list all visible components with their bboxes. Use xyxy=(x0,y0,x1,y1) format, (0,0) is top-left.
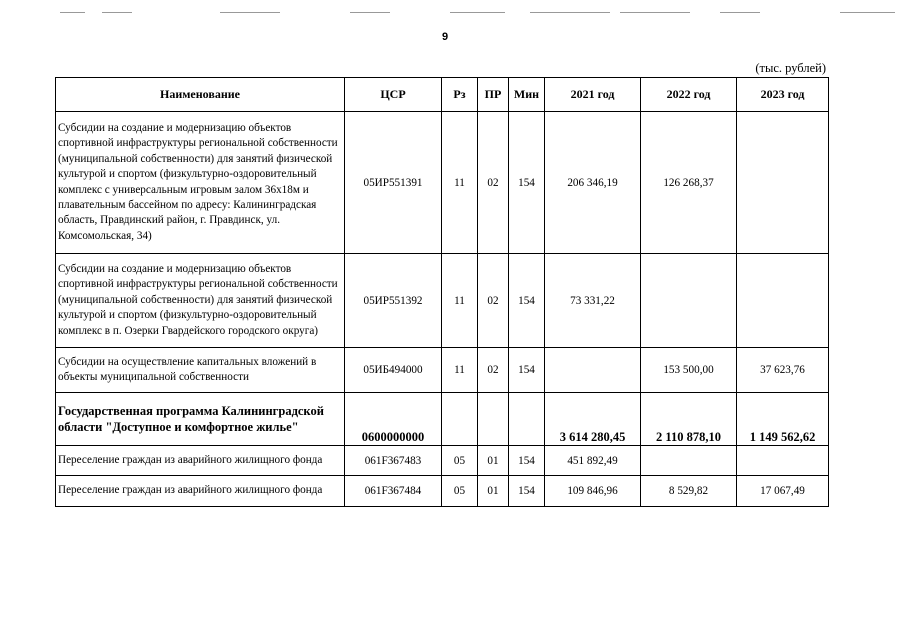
row-min: 154 xyxy=(509,446,545,476)
row-csr: 05ИР551391 xyxy=(345,112,442,254)
row-2022: 126 268,37 xyxy=(641,112,737,254)
table-row xyxy=(56,348,829,393)
row-min: 154 xyxy=(509,476,545,507)
row-pr: 01 xyxy=(478,476,509,507)
row-name: Субсидии на создание и модернизацию объектов спортивной инфраструктуры региональной собственности (муниципальной собственности) для занятий физической культурой и спортом (физкультурно-оздоровительный комплекс в п. Озерки Гвардейского городского округа) xyxy=(56,254,345,348)
col-header-name: Наименование xyxy=(56,78,345,112)
row-2023 xyxy=(737,112,829,254)
row-pr xyxy=(478,393,509,446)
row-csr: 061F367483 xyxy=(345,446,442,476)
program-2021: 3 614 280,45 xyxy=(545,393,641,446)
row-2023 xyxy=(737,446,829,476)
row-2022: 8 529,82 xyxy=(641,476,737,507)
row-name: Субсидии на создание и модернизацию объектов спортивной инфраструктуры региональной собственности (муниципальной собственности) для занятий физической культурой и спортом (физкультурно-оздоровительный комплекс с универсальным игровым залом 36х18м и плавательным бассейном по адресу: Калининградская область, Правдинский район, г. Правдинск, ул. Комсомольская, 34) xyxy=(56,112,345,254)
row-rz xyxy=(442,393,478,446)
row-2022 xyxy=(641,254,737,348)
row-2021: 451 892,49 xyxy=(545,446,641,476)
row-name: Переселение граждан из аварийного жилищного фонда xyxy=(56,446,345,476)
row-pr: 01 xyxy=(478,446,509,476)
row-2023 xyxy=(737,254,829,348)
row-2022 xyxy=(641,446,737,476)
row-min: 154 xyxy=(509,254,545,348)
row-2021: 73 331,22 xyxy=(545,254,641,348)
row-min xyxy=(509,393,545,446)
program-row xyxy=(56,393,829,446)
row-pr: 02 xyxy=(478,112,509,254)
table-row xyxy=(56,446,829,476)
row-2022: 153 500,00 xyxy=(641,348,737,393)
program-csr: 0600000000 xyxy=(345,393,442,446)
row-pr: 02 xyxy=(478,254,509,348)
row-rz: 05 xyxy=(442,476,478,507)
row-name: Переселение граждан из аварийного жилищного фонда xyxy=(56,476,345,507)
scan-artifact-line xyxy=(60,12,895,15)
program-2023: 1 149 562,62 xyxy=(737,393,829,446)
row-csr: 05ИБ494000 xyxy=(345,348,442,393)
table-row xyxy=(56,112,829,254)
row-rz: 05 xyxy=(442,446,478,476)
budget-table xyxy=(55,77,829,507)
row-rz: 11 xyxy=(442,254,478,348)
col-header-2022: 2022 год xyxy=(641,78,737,112)
page-number: 9 xyxy=(441,31,449,43)
col-header-rz: Рз xyxy=(442,78,478,112)
row-pr: 02 xyxy=(478,348,509,393)
row-csr: 05ИР551392 xyxy=(345,254,442,348)
col-header-min: Мин xyxy=(509,78,545,112)
row-csr: 061F367484 xyxy=(345,476,442,507)
row-2023: 17 067,49 xyxy=(737,476,829,507)
header-row xyxy=(56,78,829,112)
row-name: Субсидии на осуществление капитальных вложений в объекты муниципальной собственности xyxy=(56,348,345,393)
col-header-pr: ПР xyxy=(478,78,509,112)
col-header-2021: 2021 год xyxy=(545,78,641,112)
row-2021 xyxy=(545,348,641,393)
row-2021: 109 846,96 xyxy=(545,476,641,507)
col-header-2023: 2023 год xyxy=(737,78,829,112)
col-header-csr: ЦСР xyxy=(345,78,442,112)
row-min: 154 xyxy=(509,348,545,393)
row-rz: 11 xyxy=(442,348,478,393)
table-row xyxy=(56,254,829,348)
row-min: 154 xyxy=(509,112,545,254)
table-row xyxy=(56,476,829,507)
program-2022: 2 110 878,10 xyxy=(641,393,737,446)
row-rz: 11 xyxy=(442,112,478,254)
row-2021: 206 346,19 xyxy=(545,112,641,254)
units-label: (тыс. рублей) xyxy=(755,61,826,75)
row-2023: 37 623,76 xyxy=(737,348,829,393)
program-name: Государственная программа Калининградской области "Доступное и комфортное жилье" xyxy=(56,393,345,446)
